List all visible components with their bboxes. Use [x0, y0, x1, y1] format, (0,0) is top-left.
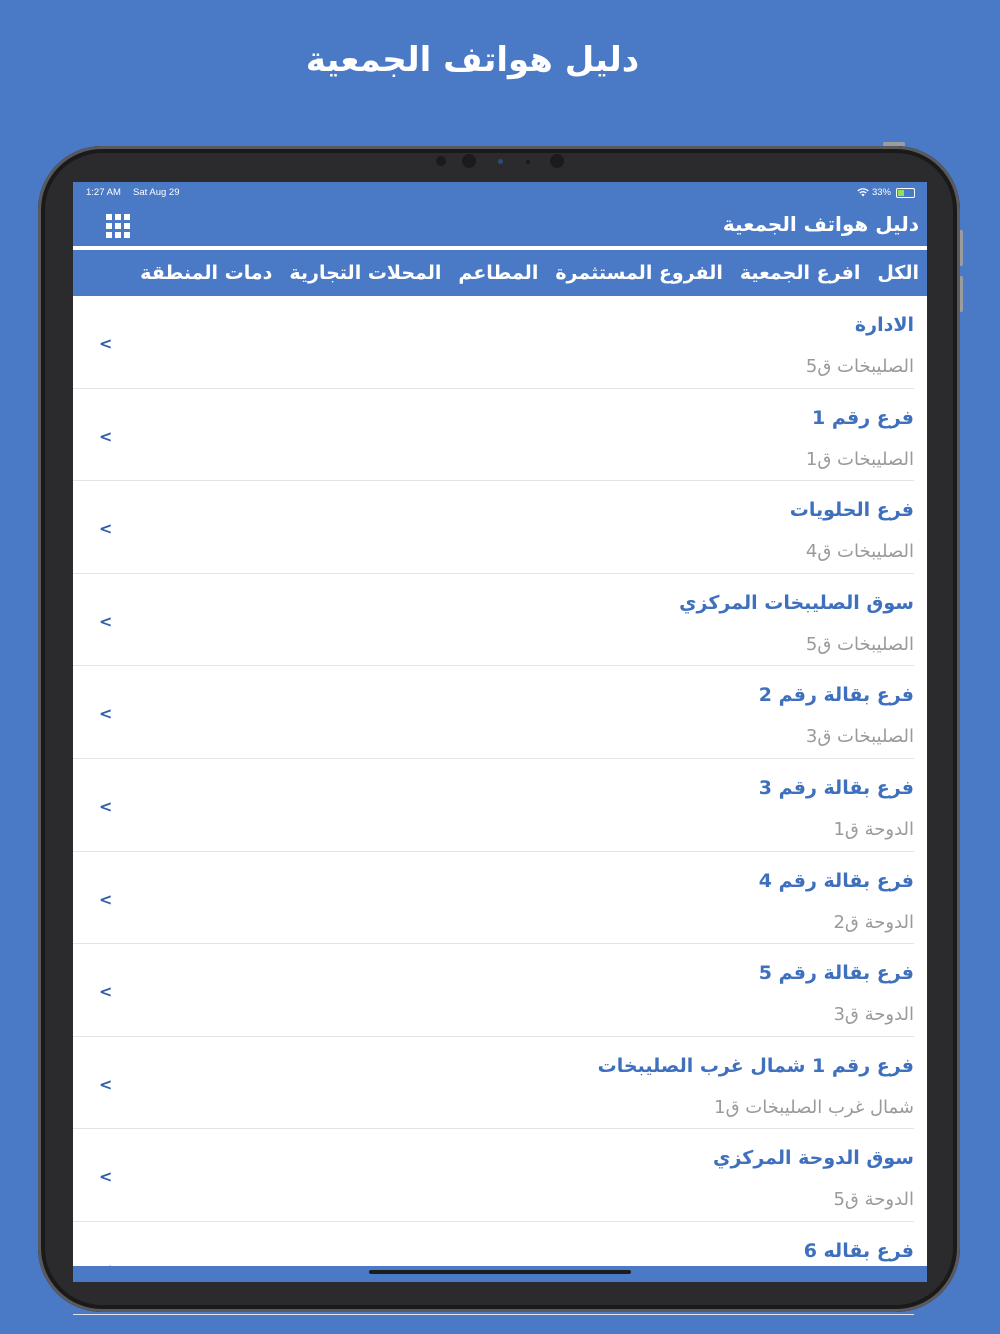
chevron-left-icon: <: [99, 982, 113, 1002]
list-item[interactable]: [73, 389, 914, 482]
status-time: 1:27 AM: [86, 187, 121, 198]
chevron-left-icon: <: [99, 611, 113, 631]
list-item[interactable]: [73, 296, 914, 389]
tab-shops[interactable]: المحلات التجارية: [289, 262, 442, 284]
item-title: سوق الدوحة المركزي: [713, 1147, 914, 1170]
item-title: فرع بقالة رقم 5: [758, 962, 914, 985]
item-subtitle: الدوحة ق2: [833, 911, 914, 933]
tab-area-services[interactable]: دمات المنطقة: [140, 262, 273, 284]
status-date: Sat Aug 29: [133, 187, 180, 198]
item-subtitle: شمال غرب الصليبخات ق1: [714, 1096, 914, 1118]
tab-restaurants[interactable]: المطاعم: [458, 262, 539, 284]
tab-all[interactable]: الكل: [877, 262, 919, 284]
chevron-left-icon: <: [99, 1167, 113, 1187]
item-subtitle: الصليبخات ق1: [805, 448, 914, 470]
item-title: فرع رقم 1 شمال غرب الصليبخات: [597, 1054, 914, 1077]
tab-coop-branches[interactable]: افرع الجمعية: [739, 262, 861, 284]
list-item[interactable]: [73, 1129, 914, 1222]
battery-percent: 33%: [871, 187, 891, 198]
status-indicators: [857, 187, 915, 198]
list-item[interactable]: [73, 481, 914, 574]
item-title: فرع بقاله 6: [803, 1239, 914, 1262]
sensor-dot: [526, 160, 530, 164]
item-subtitle: الدوحة ق5: [833, 1189, 914, 1211]
item-title: سوق الصليبخات المركزي: [679, 591, 914, 614]
chevron-left-icon: <: [99, 889, 113, 909]
item-title: الادارة: [854, 314, 914, 336]
item-subtitle: الصليبخات ق5: [805, 633, 914, 655]
nav-title: دليل هواتف الجمعية: [722, 212, 919, 236]
branch-list: [73, 296, 927, 1266]
item-subtitle: الصليبخات ق3: [805, 726, 914, 748]
chevron-left-icon: <: [99, 426, 113, 446]
item-title: فرع بقالة رقم 3: [758, 776, 914, 799]
wifi-icon: [857, 188, 869, 197]
sensor-dot: [436, 156, 446, 166]
camera-lens: [550, 154, 564, 168]
app-screen: [73, 182, 927, 1282]
category-tabs: [73, 250, 927, 296]
status-bar: [73, 182, 927, 204]
chevron-left-icon: <: [99, 796, 113, 816]
item-title: فرع بقالة رقم 2: [758, 684, 914, 707]
promo-title: دليل هواتف الجمعية: [305, 40, 640, 80]
item-title: فرع بقالة رقم 4: [758, 869, 914, 892]
chevron-left-icon: <: [99, 704, 113, 724]
item-title: فرع رقم 1: [812, 406, 914, 429]
item-subtitle: الصليبخات ق4: [805, 541, 914, 563]
grid-menu-icon[interactable]: [106, 214, 130, 238]
item-subtitle: الدوحة ق3: [833, 1004, 914, 1026]
home-indicator[interactable]: [369, 1270, 631, 1274]
list-item[interactable]: [73, 759, 914, 852]
nav-bar: [73, 204, 927, 246]
list-item[interactable]: [73, 852, 914, 945]
chevron-left-icon: <: [99, 1074, 113, 1094]
bottom-bar: [73, 1266, 927, 1282]
item-subtitle: الصليبخات ق5: [805, 356, 914, 377]
list-item[interactable]: [73, 944, 914, 1037]
battery-icon: [896, 188, 915, 198]
list-item[interactable]: [73, 666, 914, 759]
item-subtitle: الدوحة ق1: [833, 818, 914, 840]
item-title: فرع الحلويات: [789, 499, 914, 522]
chevron-left-icon: <: [99, 519, 113, 539]
camera-indicator: [498, 159, 503, 164]
camera-lens: [462, 154, 476, 168]
list-item[interactable]: [73, 1037, 914, 1130]
list-item[interactable]: [73, 574, 914, 667]
chevron-left-icon: <: [99, 334, 113, 353]
tab-invested-branches[interactable]: الفروع المستثمرة: [555, 262, 723, 284]
